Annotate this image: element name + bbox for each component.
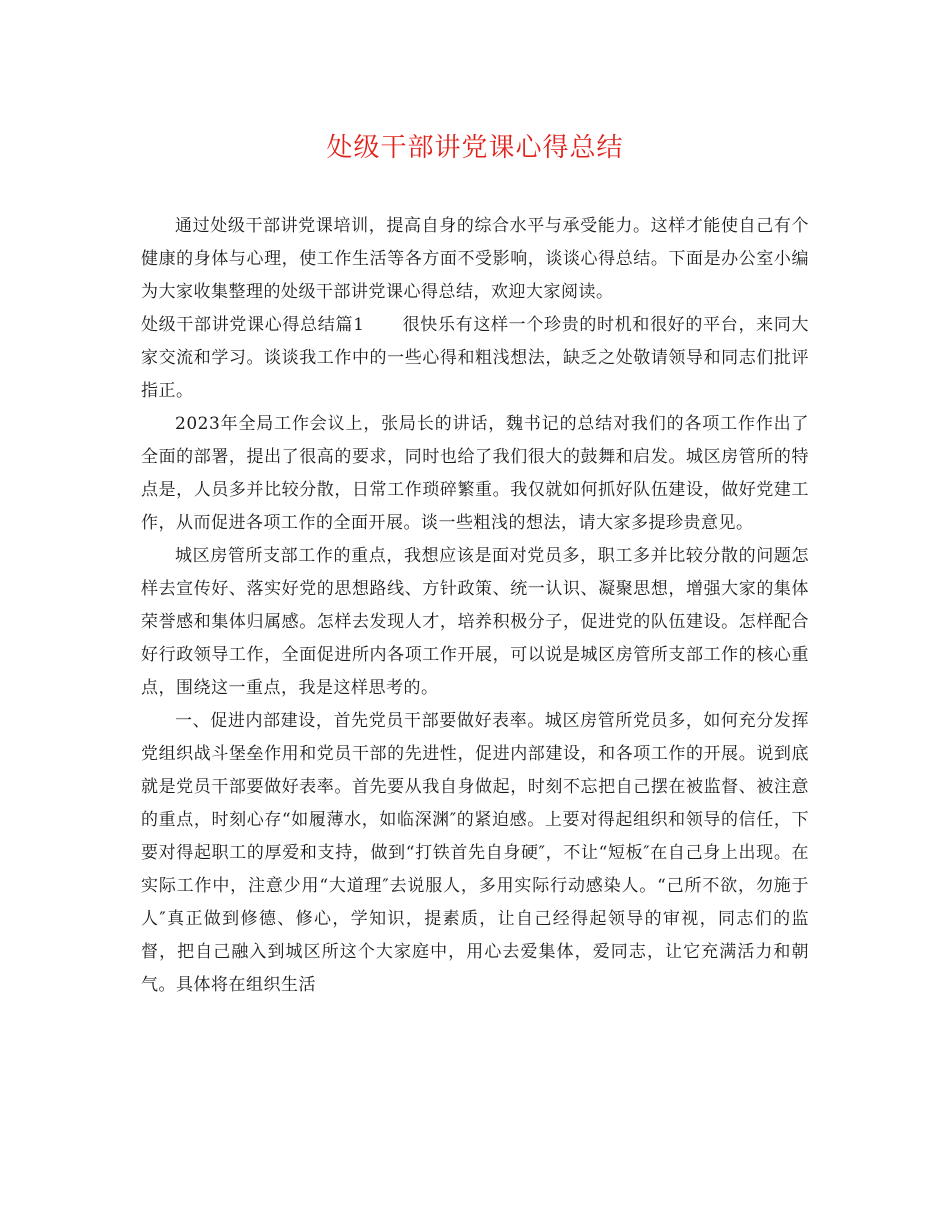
document-title: 处级干部讲党课心得总结: [326, 133, 624, 163]
section-paragraph: [141, 309, 809, 408]
body-paragraph: 2023年全局工作会议上，张局长的讲话，魏书记的总结对我们的各项工作作出了全面的部署，提出了很高的要求，同时也给了我们很大的鼓舞和启发。城区房管所的特点是，人员多并比较分散，日常工作琐碎繁重。我仅就如何抓好队伍建设，做好党建工作，从而促进各项工作的全面开展。谈一些粗浅的想法，请大家多提珍贵意见。: [141, 414, 809, 533]
body-paragraph: 一、促进内部建设，首先党员干部要做好表率。城区房管所党员多，如何充分发挥党组织战斗堡垒作用和党员干部的先进性，促进内部建设，和各项工作的开展。说到底就是党员干部要做好表率。首先要从我自身做起，时刻不忘把自己摆在被监督、被注意的重点，时刻心存“如履薄水，如临深渊″的紧迫感。上要对得起组织和领导的信任，下要对得起职工的厚爱和支持，做到“打铁首先自身硬″，不让“短板″在自己身上出现。在实际工作中，注意少用“大道理″去说服人，多用实际行动感染人。“己所不欲，勿施于人″真正做到修德、修心，学知识，提素质，让自己经得起领导的审视，同志们的监督，把自己融入到城区所这个大家庭中，用心去爱集体，爱同志，让它充满活力和朝气。具体将在组织生活: [141, 711, 809, 995]
document-page: [141, 122, 809, 1002]
body-paragraph: 城区房管所支部工作的重点，我想应该是面对党员多，职工多并比较分散的问题怎样去宣传好、落实好党的思想路线、方针政策、统一认识、凝聚思想，增强大家的集体荣誉感和集体归属感。怎样去发现人才，培养积极分子，促进党的队伍建设。怎样配合好行政领导工作，全面促进所内各项工作开展，可以说是城区房管所支部工作的核心重点，围绕这一重点，我是这样思考的。: [141, 546, 809, 698]
intro-paragraph: 通过处级干部讲党课培训，提高自身的综合水平与承受能力。这样才能使自己有个健康的身体与心理，使工作生活等各方面不受影响，谈谈心得总结。下面是办公室小编为大家收集整理的处级干部讲党课心得总结，欢迎大家阅读。: [141, 216, 809, 302]
section-lead-text: 很快乐有这样一个珍贵的时机和很好的平台，来同大家交流和学习。谈谈我工作中的一些心得和粗浅想法，缺乏之处敬请领导和同志们批评指正。: [141, 315, 809, 401]
section-heading: 处级干部讲党课心得总结篇1: [141, 315, 365, 335]
